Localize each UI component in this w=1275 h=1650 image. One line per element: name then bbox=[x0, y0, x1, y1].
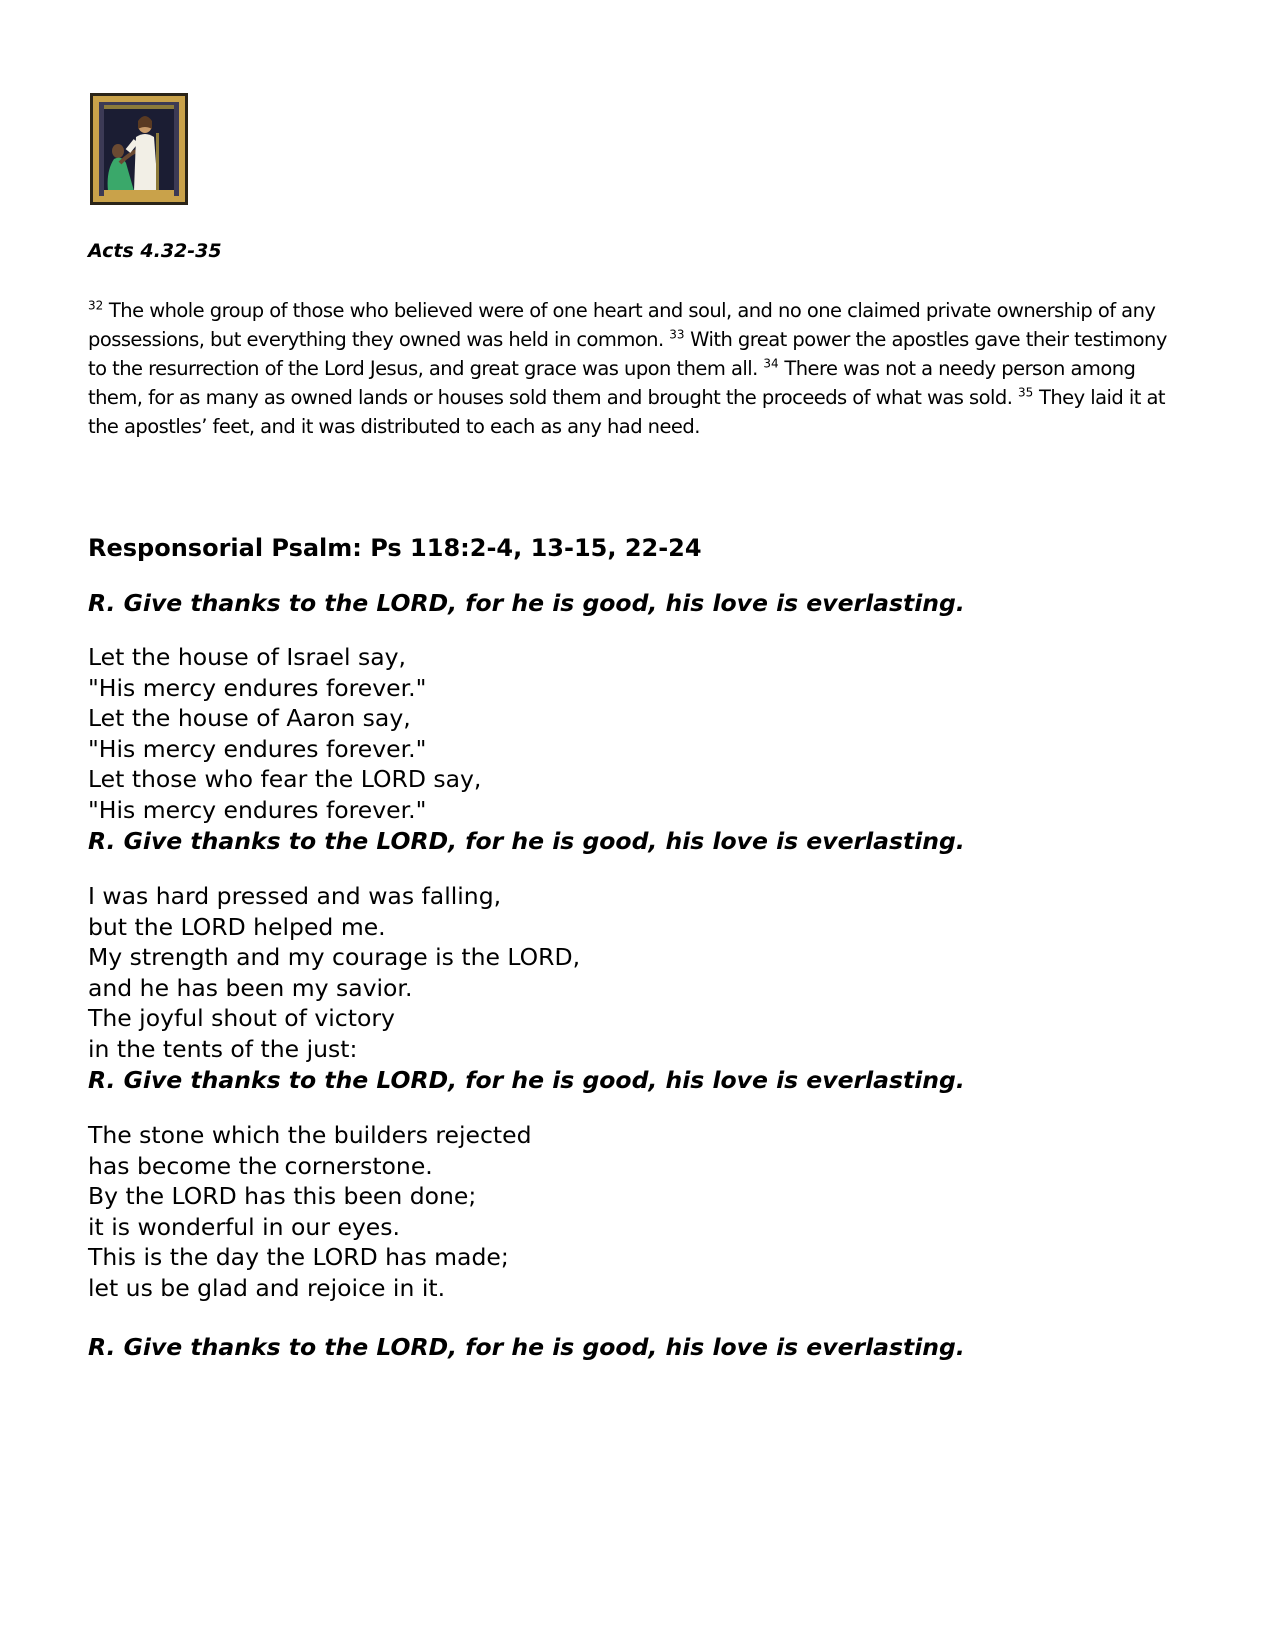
psalm-title: Responsorial Psalm: Ps 118:2-4, 13-15, 22-24 bbox=[88, 534, 702, 562]
verse-number: 35 bbox=[1018, 385, 1034, 400]
stanza-line: and he has been my savior. bbox=[88, 973, 413, 1002]
reading-passage bbox=[88, 296, 1188, 441]
psalm-stanza-1 bbox=[88, 642, 481, 825]
psalm-refrain: R. Give thanks to the LORD, for he is good, his love is everlasting. bbox=[88, 1066, 965, 1094]
stanza-line: "His mercy endures forever." bbox=[88, 673, 427, 702]
stanza-line: but the LORD helped me. bbox=[88, 912, 386, 941]
illustration-jesus-doorway bbox=[90, 93, 188, 205]
stanza-line: This is the day the LORD has made; bbox=[88, 1243, 509, 1271]
verse-text: They laid it at the apostles’ feet, and it was distributed to each as any had need. bbox=[88, 386, 1165, 438]
psalm-stanza-3 bbox=[88, 1120, 532, 1303]
stanza-line: By the LORD has this been done; bbox=[88, 1182, 477, 1210]
stanza-line: let us be glad and rejoice in it. bbox=[88, 1273, 446, 1302]
psalm-refrain: R. Give thanks to the LORD, for he is good, his love is everlasting. bbox=[88, 589, 965, 617]
stanza-line: Let the house of Aaron say, bbox=[88, 704, 411, 732]
stanza-line: it is wonderful in our eyes. bbox=[88, 1212, 400, 1241]
stanza-line: "His mercy endures forever." bbox=[88, 795, 427, 824]
verse-number: 33 bbox=[669, 327, 685, 342]
stanza-line: Let the house of Israel say, bbox=[88, 643, 407, 671]
stanza-line: "His mercy endures forever." bbox=[88, 734, 427, 763]
verse-number: 32 bbox=[88, 298, 104, 313]
stanza-line: Let those who fear the LORD say, bbox=[88, 765, 482, 793]
psalm-refrain: R. Give thanks to the LORD, for he is good, his love is everlasting. bbox=[88, 827, 965, 855]
stanza-line: in the tents of the just: bbox=[88, 1034, 358, 1063]
psalm-stanza-2 bbox=[88, 881, 580, 1064]
stanza-line: The joyful shout of victory bbox=[88, 1004, 395, 1032]
stanza-line: has become the cornerstone. bbox=[88, 1151, 433, 1180]
stanza-line: I was hard pressed and was falling, bbox=[88, 882, 502, 910]
verse-text: With great power the apostles gave their testimony to the resurrection of the Lord Jesus, and great grace was upon them all. bbox=[88, 328, 1167, 380]
psalm-refrain: R. Give thanks to the LORD, for he is good, his love is everlasting. bbox=[88, 1333, 965, 1361]
verse-text: The whole group of those who believed were of one heart and soul, and no one claimed private ownership of any possessions, but everything they owned was held in common. bbox=[88, 299, 1156, 351]
stanza-line: My strength and my courage is the LORD, bbox=[88, 943, 581, 971]
stanza-line: The stone which the builders rejected bbox=[88, 1121, 532, 1149]
verse-text: There was not a needy person among them, for as many as owned lands or houses sold them and brought the proceeds of what was sold. bbox=[88, 357, 1136, 409]
verse-number: 34 bbox=[763, 356, 779, 371]
reading-title: Acts 4.32-35 bbox=[88, 240, 222, 262]
